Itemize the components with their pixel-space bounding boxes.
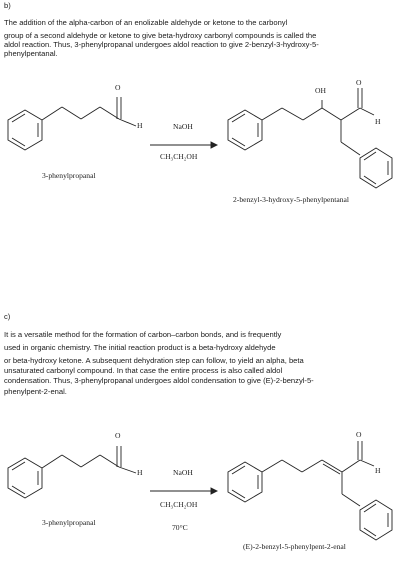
reactant-c-name: 3-phenylpropanal — [42, 518, 96, 527]
product-b-name: 2-benzyl-3-hydroxy-5-phenylpentanal — [233, 195, 349, 204]
reactant-b-oxygen-label: O — [115, 83, 121, 92]
product-c-hydrogen-label: H — [375, 466, 381, 475]
product-b-benzyl-ring — [360, 148, 392, 188]
reactant-b-name: 3-phenylpropanal — [42, 171, 96, 180]
part-b-line-2: group of a second aldehyde or ketone to give beta-hydroxy carbonyl compounds is called the — [4, 31, 317, 41]
part-c-line-6: phenylpent-2-enal. — [4, 386, 67, 396]
reactant-b-benzene-ring — [8, 110, 42, 150]
product-c-benzyl-ring — [360, 500, 392, 540]
reactant-c-benzene-ring — [8, 458, 42, 498]
product-c-benzene-ring — [228, 462, 262, 502]
product-b-hydrogen-label: H — [375, 117, 381, 126]
product-c-chain — [262, 441, 374, 506]
reaction-c-arrow — [150, 488, 217, 494]
part-c-line-4: unsaturated carbonyl compound. In that case the entire process is also called aldol — [4, 366, 283, 376]
product-b-oxygen-label: O — [356, 78, 362, 87]
part-c-line-5: condensation. Thus, 3-phenylpropanal undergoes aldol condensation to give (E)-2-benzyl-5- — [4, 376, 314, 386]
reactant-b-chain — [42, 97, 136, 126]
reaction-b-arrow — [150, 142, 217, 148]
part-c-line-3: or beta-hydroxy ketone. A subsequent dehydration step can follow, to yield an alpha, beta — [4, 356, 304, 366]
product-b-chain — [262, 88, 374, 155]
product-b-benzene-ring — [228, 110, 262, 150]
part-c-paragraph — [4, 330, 414, 400]
reactant-c-chain — [42, 446, 136, 473]
part-c-line-2: used in organic chemistry. The initial reaction product is a beta-hydroxy aldehyde — [4, 343, 276, 353]
reaction-c-reagent-solvent: CH₃CH₂OH — [160, 500, 198, 509]
reactant-c-oxygen-label: O — [115, 431, 121, 440]
reaction-c-reagent-naoh: NaOH — [173, 468, 193, 477]
reactant-c-hydrogen-label: H — [137, 468, 143, 477]
reactant-b-hydrogen-label: H — [137, 121, 143, 130]
reaction-b-reagent-naoh: NaOH — [173, 122, 193, 131]
product-c-oxygen-label: O — [356, 430, 362, 439]
part-b-line-1: The addition of the alpha-carbon of an enolizable aldehyde or ketone to the carbonyl — [4, 18, 288, 27]
reaction-c-temperature: 70°C — [172, 523, 188, 532]
reaction-b-reagent-solvent: CH₃CH₂OH — [160, 152, 198, 161]
product-c-name: (E)-2-benzyl-5-phenylpent-2-enal — [243, 542, 346, 551]
part-b-line-4: phenylpentanal. — [4, 49, 58, 59]
part-b-line-3: aldol reaction. Thus, 3-phenylpropanal undergoes aldol reaction to give 2-benzyl-3-hydroxy-5- — [4, 40, 319, 50]
part-b-marker: b) — [4, 1, 11, 10]
part-c-line-1: It is a versatile method for the formation of carbon–carbon bonds, and is frequently — [4, 330, 282, 339]
product-b-hydroxyl-label: OH — [315, 86, 326, 95]
part-c-marker: c) — [4, 312, 11, 321]
